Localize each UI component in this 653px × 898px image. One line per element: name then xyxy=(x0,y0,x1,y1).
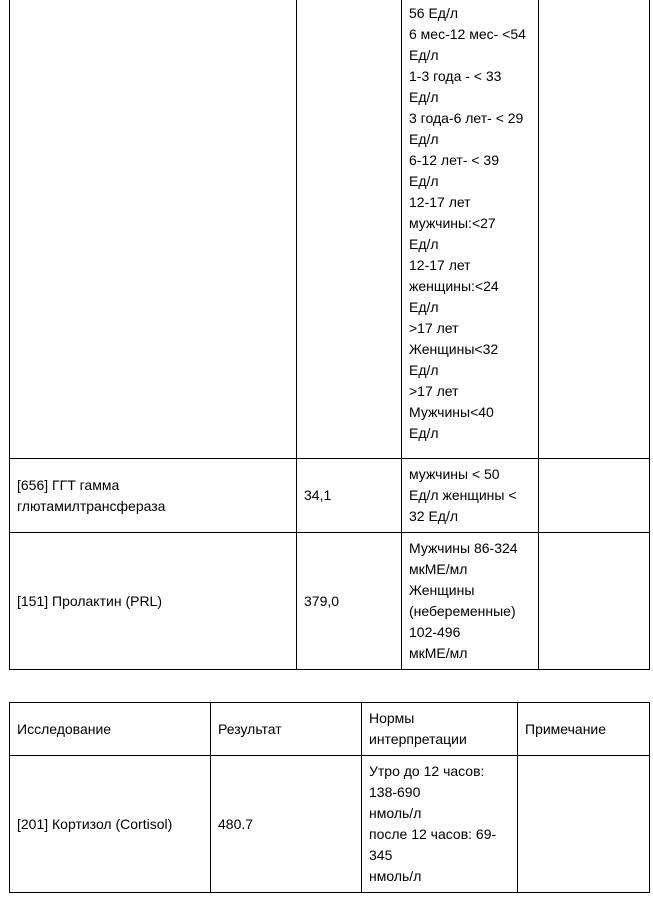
norms-cell xyxy=(402,533,539,670)
norm-line: 138-690 xyxy=(369,784,421,800)
study-name-line: [151] Пролактин (PRL) xyxy=(17,592,163,609)
table-row xyxy=(10,533,650,670)
norm-line: 6-12 лет- < 39 xyxy=(409,152,500,168)
norm-line: 6 мес-12 мес- <54 xyxy=(409,26,526,42)
header-note: Примечание xyxy=(518,703,650,756)
norm-line: Ед/л xyxy=(409,173,439,189)
norm-line: 12-17 лет xyxy=(409,257,471,273)
header-norms xyxy=(362,703,518,756)
results-table xyxy=(9,702,650,893)
header-norms-line: Нормы xyxy=(369,710,415,726)
norm-line: Ед/л xyxy=(409,236,439,252)
norm-line: (небеременные) xyxy=(409,603,516,619)
norm-line: >17 лет xyxy=(409,320,459,336)
result-cell: 480.7 xyxy=(211,756,362,893)
table-header-row xyxy=(10,703,650,756)
table-row xyxy=(10,0,650,459)
norms-cell xyxy=(402,0,539,459)
norm-line: мкМЕ/мл xyxy=(409,561,468,577)
norm-line: 102-496 xyxy=(409,624,461,640)
study-name-cell: [201] Кортизол (Cortisol) xyxy=(10,756,211,893)
norm-line: Ед/л xyxy=(409,299,439,315)
norm-line: 12-17 лет xyxy=(409,194,471,210)
norm-line: после 12 часов: 69- xyxy=(369,826,497,842)
note-cell xyxy=(539,533,650,670)
study-name-line: [656] ГГТ гамма xyxy=(17,476,120,493)
result-cell: 34,1 xyxy=(297,459,402,533)
norm-line: мкМЕ/мл xyxy=(409,645,468,661)
study-name-cell xyxy=(10,0,297,459)
norms-cell xyxy=(362,756,518,893)
norm-line: >17 лет xyxy=(409,383,459,399)
note-cell xyxy=(518,756,650,893)
norm-line: Мужчины<40 xyxy=(409,404,494,420)
norm-line: женщины:<24 xyxy=(409,278,499,294)
norm-line: 1-3 года - < 33 xyxy=(409,68,502,84)
result-cell xyxy=(297,0,402,459)
table-row xyxy=(10,756,650,893)
norm-line: 56 Ед/л xyxy=(409,5,459,21)
note-cell xyxy=(539,0,650,459)
norm-line: Женщины xyxy=(409,582,475,598)
norm-line: Ед/л женщины < xyxy=(409,487,517,503)
norm-line: Ед/л xyxy=(409,362,439,378)
norm-line: Мужчины 86-324 xyxy=(409,540,518,556)
norms-cell xyxy=(402,459,539,533)
norm-line: Ед/л xyxy=(409,47,439,63)
norm-line: 3 года-6 лет- < 29 xyxy=(409,110,524,126)
norm-line: 345 xyxy=(369,847,393,863)
study-name-cell xyxy=(10,459,297,533)
note-cell xyxy=(539,459,650,533)
study-name-cell xyxy=(10,533,297,670)
norm-line: Женщины<32 xyxy=(409,341,499,357)
header-study: Исследование xyxy=(10,703,211,756)
norm-line: Ед/л xyxy=(409,89,439,105)
header-norms-line: интерпретации xyxy=(369,731,467,747)
header-result: Результат xyxy=(211,703,362,756)
result-cell: 379,0 xyxy=(297,533,402,670)
table-row xyxy=(10,459,650,533)
norm-line: нмоль/л xyxy=(369,868,422,884)
norm-line: Утро до 12 часов: xyxy=(369,763,485,779)
norm-line: нмоль/л xyxy=(369,805,422,821)
norm-line: мужчины < 50 xyxy=(409,466,500,482)
norm-line: Ед/л xyxy=(409,425,439,441)
norm-line: мужчины:<27 xyxy=(409,215,496,231)
study-name-line: глютамилтрансфераза xyxy=(17,497,166,514)
norm-line: Ед/л xyxy=(409,131,439,147)
norm-line: 32 Ед/л xyxy=(409,508,459,524)
results-table-continued xyxy=(9,0,650,670)
